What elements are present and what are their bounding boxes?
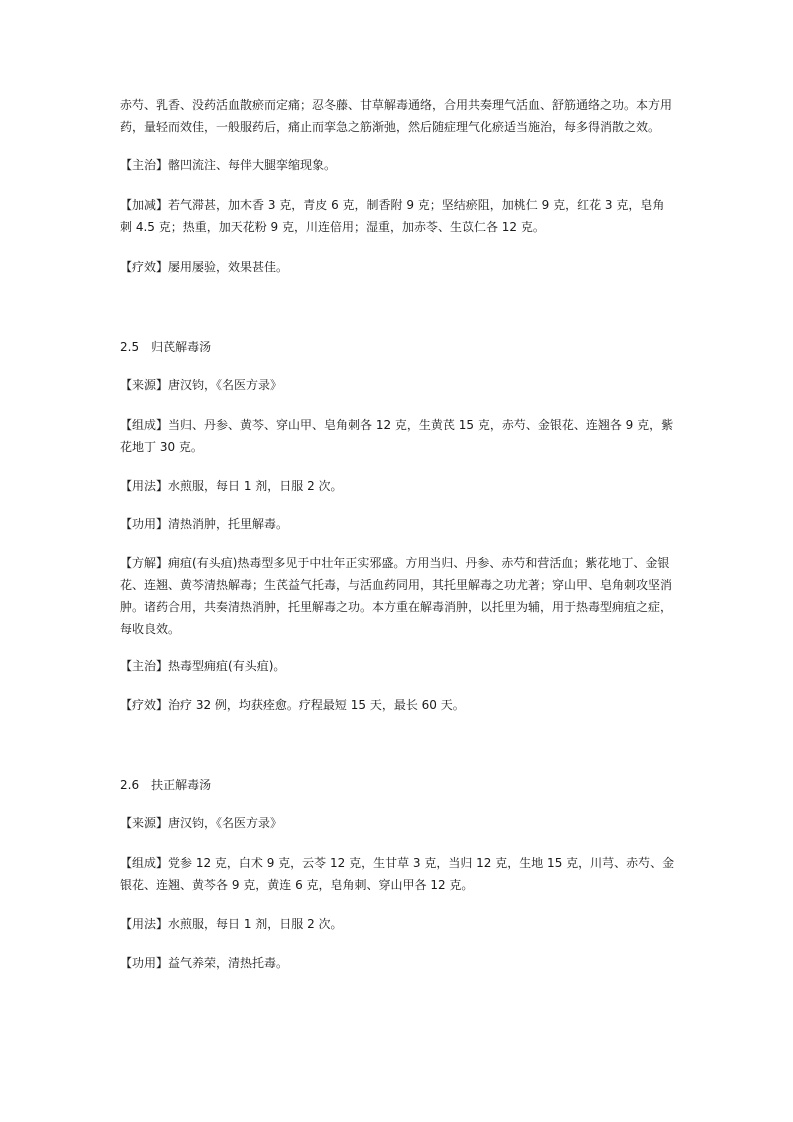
section-tag: 【功用】 — [120, 517, 169, 531]
paragraph-text: 水煎服，每日 1 剂，日服 2 次。 — [168, 917, 343, 931]
section-tag: 【疗效】 — [120, 260, 169, 274]
usage-paragraph — [120, 475, 676, 497]
usage-paragraph — [120, 913, 676, 935]
section-tag: 【主治】 — [120, 659, 169, 673]
explanation-paragraph — [120, 552, 676, 640]
section-tag: 【来源】 — [120, 816, 169, 830]
paragraph-text: 痈疽(有头疽)热毒型多见于中壮年正实邪盛。方用当归、丹参、赤芍和营活血；紫花地丁、金银花、连翘、黄芩清热解毒；生芪益气托毒，与活血药同用，其托里解毒之功尤著；穿山甲、皂角刺攻坚消肿。诸药合用，共奏清热消肿，托里解毒之功。本方重在解毒消肿，以托里为辅，用于热毒型痈疽之症，每收良效。 — [120, 556, 673, 636]
section-tag: 【功用】 — [120, 956, 169, 970]
composition-paragraph — [120, 414, 676, 458]
paragraph-text: 当归、丹参、黄芩、穿山甲、皂角刺各 12 克，生黄芪 15 克，赤芍、金银花、连翘各 9 克，紫花地丁 30 克。 — [120, 418, 674, 454]
paragraph-text: 清热消肿，托里解毒。 — [168, 517, 289, 531]
paragraph-text: 髂凹流注、每伴大腿挛缩现象。 — [168, 158, 337, 172]
paragraph-text: 热毒型痈疽(有头疽)。 — [168, 659, 286, 673]
section-tag: 【疗效】 — [120, 698, 169, 712]
section-tag: 【用法】 — [120, 917, 169, 931]
paragraph-text: 屡用屡验，效果甚佳。 — [168, 260, 289, 274]
section-tag: 【用法】 — [120, 479, 169, 493]
paragraph-text: 党参 12 克，白术 9 克，云苓 12 克，生甘草 3 克，当归 12 克，生地 15 克，川芎、赤芍、金银花、连翘、黄芩各 9 克，黄连 6 克，皂角刺、穿山甲各 12 克。 — [120, 856, 675, 892]
indication-paragraph — [120, 655, 676, 677]
paragraph-text: 益气养荣，清热托毒。 — [168, 956, 289, 970]
efficacy-paragraph — [120, 694, 676, 716]
composition-paragraph — [120, 852, 676, 896]
function-paragraph — [120, 952, 676, 974]
section-tag: 【加减】 — [120, 198, 169, 212]
indication-paragraph — [120, 154, 676, 176]
paragraph-text: 唐汉钧，《名医方录》 — [168, 816, 283, 830]
paragraph-text: 若气滞甚，加木香 3 克，青皮 6 克，制香附 9 克；坚结瘀阻，加桃仁 9 克，红花 3 克，皂角刺 4.5 克；热重，加天花粉 9 克，川连倍用；湿重，加赤苓、生苡仁各 12 克。 — [120, 198, 665, 234]
function-paragraph — [120, 513, 676, 535]
section-heading-2-6: 2.6 扶正解毒汤 — [120, 778, 212, 792]
section-tag: 【方解】 — [120, 556, 169, 570]
paragraph-continuation — [120, 94, 676, 138]
paragraph-text: 赤芍、乳香、没药活血散瘀而定痛；忍冬藤、甘草解毒通络，合用共奏理气活血、舒筋通络之功。本方用药，量轻而效佳，一般服药后，痛止而挛急之筋渐弛，然后随症理气化瘀适当施治，每多得消散之效。 — [120, 98, 673, 134]
modification-paragraph — [120, 194, 676, 238]
source-paragraph — [120, 812, 676, 834]
section-heading-2-5: 2.5 归芪解毒汤 — [120, 340, 212, 354]
paragraph-text: 治疗 32 例，均获痊愈。疗程最短 15 天，最长 60 天。 — [168, 698, 465, 712]
paragraph-text: 唐汉钧，《名医方录》 — [168, 378, 283, 392]
efficacy-paragraph — [120, 256, 676, 278]
section-tag: 【组成】 — [120, 418, 169, 432]
paragraph-text: 水煎服，每日 1 剂，日服 2 次。 — [168, 479, 343, 493]
section-tag: 【组成】 — [120, 856, 169, 870]
section-tag: 【来源】 — [120, 378, 169, 392]
section-tag: 【主治】 — [120, 158, 169, 172]
source-paragraph — [120, 374, 676, 396]
